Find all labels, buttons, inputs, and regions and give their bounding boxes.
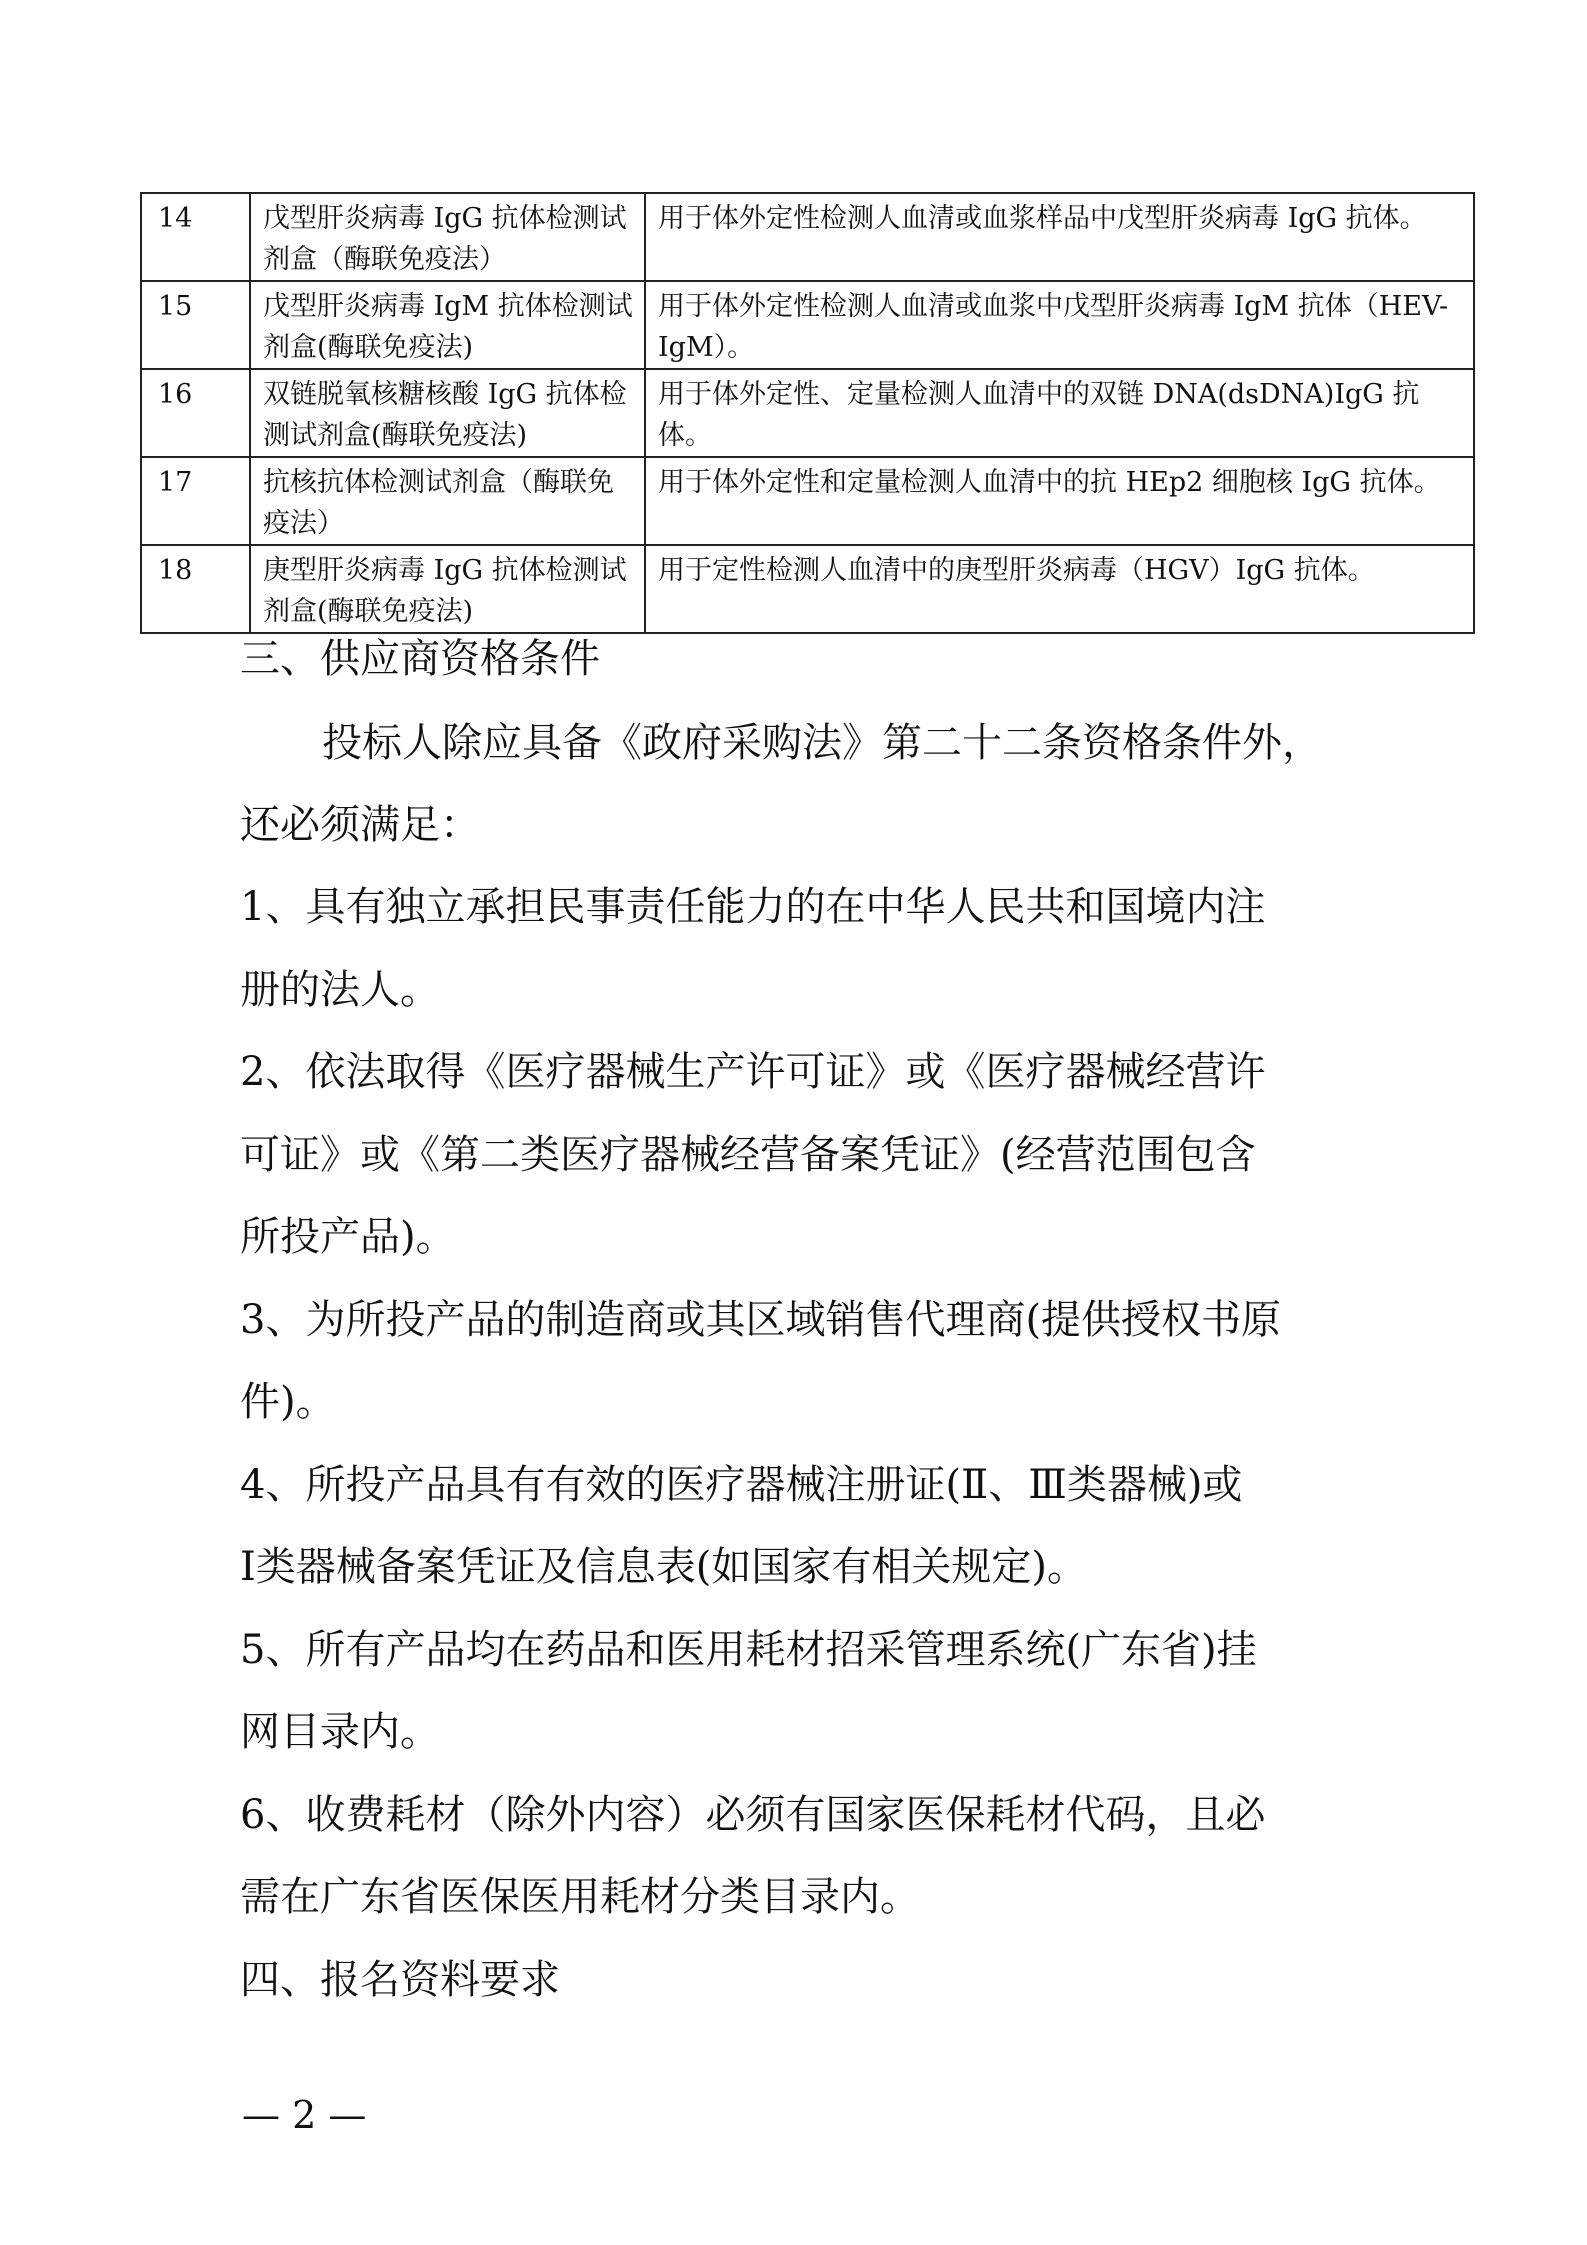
requirement-3-line1: 3、为所投产品的制造商或其区域销售代理商(提供授权书原 <box>240 1297 1282 1343</box>
section3-intro-line2: 还必须满足： <box>240 802 480 848</box>
requirement-4-line1: 4、所投产品具有有效的医疗器械注册证(Ⅱ、Ⅲ类器械)或 <box>240 1462 1243 1508</box>
requirement-6-line1: 6、收费耗材（除外内容）必须有国家医保耗材代码，且必 <box>240 1792 1266 1838</box>
requirement-1-line2: 册的法人。 <box>240 967 440 1013</box>
requirement-6-line2: 需在广东省医保医用耗材分类目录内。 <box>240 1874 920 1920</box>
requirement-2-line2: 可证》或《第二类医疗器械经营备案凭证》(经营范围包含 <box>240 1132 1256 1178</box>
product-use: 用于体外定性、定量检测人血清中的双链 DNA(dsDNA)IgG 抗体。 <box>645 369 1474 457</box>
table-row <box>141 281 1474 369</box>
row-number: 18 <box>141 545 250 633</box>
requirement-3-line2: 件)。 <box>240 1379 336 1425</box>
requirement-4-line2: Ⅰ类器械备案凭证及信息表(如国家有相关规定)。 <box>240 1544 1088 1590</box>
product-use: 用于体外定性和定量检测人血清中的抗 HEp2 细胞核 IgG 抗体。 <box>645 457 1474 545</box>
product-use: 用于体外定性检测人血清或血浆样品中戊型肝炎病毒 IgG 抗体。 <box>645 193 1474 281</box>
requirement-5-line1: 5、所有产品均在药品和医用耗材招采管理系统(广东省)挂 <box>240 1627 1257 1673</box>
product-name: 庚型肝炎病毒 IgG 抗体检测试剂盒(酶联免疫法) <box>250 545 645 633</box>
product-name: 抗核抗体检测试剂盒（酶联免疫法） <box>250 457 645 545</box>
product-use: 用于体外定性检测人血清或血浆中戊型肝炎病毒 IgM 抗体（HEV-IgM）。 <box>645 281 1474 369</box>
table-row <box>141 193 1474 281</box>
section3-heading: 三、供应商资格条件 <box>240 636 600 682</box>
row-number: 14 <box>141 193 250 281</box>
row-number: 17 <box>141 457 250 545</box>
requirement-1-line1: 1、具有独立承担民事责任能力的在中华人民共和国境内注 <box>240 884 1266 930</box>
table-row <box>141 369 1474 457</box>
product-use: 用于定性检测人血清中的庚型肝炎病毒（HGV）IgG 抗体。 <box>645 545 1474 633</box>
table-row <box>141 545 1474 633</box>
requirement-2-line3: 所投产品)。 <box>240 1214 456 1260</box>
row-number: 16 <box>141 369 250 457</box>
section3-intro-line1: 投标人除应具备《政府采购法》第二十二条资格条件外， <box>322 720 1322 766</box>
row-number: 15 <box>141 281 250 369</box>
table-row <box>141 457 1474 545</box>
product-name: 戊型肝炎病毒 IgM 抗体检测试剂盒(酶联免疫法) <box>250 281 645 369</box>
section4-heading: 四、报名资料要求 <box>240 1957 560 2003</box>
product-table <box>140 192 1475 634</box>
product-name: 双链脱氧核糖核酸 IgG 抗体检测试剂盒(酶联免疫法) <box>250 369 645 457</box>
product-name: 戊型肝炎病毒 IgG 抗体检测试剂盒（酶联免疫法） <box>250 193 645 281</box>
requirement-2-line1: 2、依法取得《医疗器械生产许可证》或《医疗器械经营许 <box>240 1049 1266 1095</box>
page-number: — 2 — <box>242 2093 367 2137</box>
requirement-5-line2: 网目录内。 <box>240 1709 440 1755</box>
